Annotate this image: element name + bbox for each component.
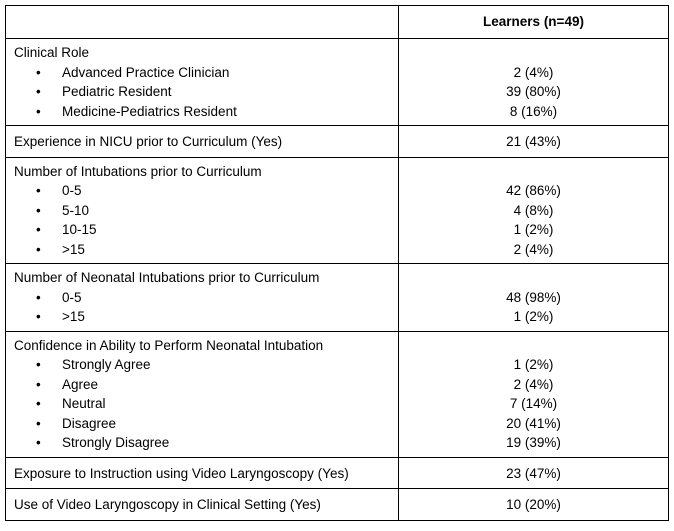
clinical-role-labels xyxy=(6,39,399,126)
intubations-row xyxy=(6,157,669,264)
neonatal-intubations-title: Number of Neonatal Intubations prior to Curriculum xyxy=(14,270,320,285)
list-item xyxy=(14,63,398,83)
neonatal-intubations-values xyxy=(399,264,669,332)
intubations-labels xyxy=(6,157,399,264)
clinical-role-values xyxy=(399,39,669,126)
item-label: 0-5 xyxy=(62,289,82,305)
bullet-icon: • xyxy=(36,357,41,372)
confidence-values xyxy=(399,331,669,457)
item-label: >15 xyxy=(62,241,85,257)
list-item xyxy=(14,240,398,260)
nicu-experience-label: Experience in NICU prior to Curriculum (Yes) xyxy=(6,126,399,158)
list-item xyxy=(14,394,398,414)
learners-table xyxy=(5,5,669,521)
confidence-title: Confidence in Ability to Perform Neonatal Intubation xyxy=(14,337,324,353)
bullet-icon: • xyxy=(36,84,41,99)
item-value: 20 (41%) xyxy=(506,415,561,431)
nicu-experience-value: 21 (43%) xyxy=(399,126,669,158)
item-value: 7 (14%) xyxy=(509,396,558,411)
item-value: 48 (98%) xyxy=(506,289,561,305)
list-item xyxy=(14,102,398,122)
list-item xyxy=(14,288,398,308)
item-label: Strongly Agree xyxy=(62,357,151,372)
list-item xyxy=(14,355,398,375)
list-item xyxy=(14,201,398,221)
bullet-icon: • xyxy=(36,376,41,392)
item-value: 42 (86%) xyxy=(506,183,561,198)
nicu-experience-row xyxy=(6,126,669,158)
list-item xyxy=(14,433,398,453)
item-value: 2 (4%) xyxy=(513,241,554,257)
item-label: Strongly Disagree xyxy=(62,435,170,450)
item-label: 5-10 xyxy=(62,202,90,218)
bullet-icon: • xyxy=(36,396,41,411)
bullet-icon: • xyxy=(36,202,41,218)
list-item xyxy=(14,414,398,434)
list-item xyxy=(14,375,398,395)
list-item xyxy=(14,82,398,102)
item-label: Advanced Practice Clinician xyxy=(62,64,230,80)
clinical-role-title: Clinical Role xyxy=(14,45,90,60)
item-label: >15 xyxy=(62,309,85,324)
bullet-icon: • xyxy=(36,435,41,450)
neonatal-intubations-row xyxy=(6,264,669,332)
clinical-role-row xyxy=(6,39,669,126)
item-value: 1 (2%) xyxy=(513,357,554,372)
video-instruction-label: Exposure to Instruction using Video Laryngoscopy (Yes) xyxy=(6,457,399,489)
item-label: 0-5 xyxy=(62,183,82,198)
item-value: 4 (8%) xyxy=(513,202,554,218)
item-value: 1 (2%) xyxy=(513,309,554,324)
item-value: 19 (39%) xyxy=(506,435,561,450)
item-label: Disagree xyxy=(62,415,117,431)
item-value: 8 (16%) xyxy=(509,103,558,119)
item-value: 2 (4%) xyxy=(513,64,554,80)
video-clinical-value: 10 (20%) xyxy=(399,489,669,521)
confidence-row xyxy=(6,331,669,457)
video-clinical-label: Use of Video Laryngoscopy in Clinical Setting (Yes) xyxy=(6,489,399,521)
bullet-icon: • xyxy=(36,222,41,237)
header-row xyxy=(6,6,669,39)
neonatal-intubations-labels xyxy=(6,264,399,332)
item-value: 1 (2%) xyxy=(513,222,554,237)
bullet-icon: • xyxy=(36,309,41,324)
item-label: Medicine-Pediatrics Resident xyxy=(62,103,237,119)
bullet-icon: • xyxy=(36,289,41,305)
item-value: 2 (4%) xyxy=(513,376,554,392)
confidence-labels xyxy=(6,331,399,457)
video-instruction-row xyxy=(6,457,669,489)
item-label: Agree xyxy=(62,376,99,392)
item-label: Pediatric Resident xyxy=(62,84,172,99)
bullet-icon: • xyxy=(36,64,41,80)
item-value: 39 (80%) xyxy=(506,84,561,99)
header-learners: Learners (n=49) xyxy=(399,6,669,39)
item-label: Neutral xyxy=(62,396,106,411)
header-empty-cell xyxy=(6,6,399,39)
bullet-icon: • xyxy=(36,103,41,119)
intubations-title: Number of Intubations prior to Curriculum xyxy=(14,163,262,179)
list-item xyxy=(14,220,398,240)
bullet-icon: • xyxy=(36,415,41,431)
list-item xyxy=(14,181,398,201)
list-item xyxy=(14,307,398,327)
bullet-icon: • xyxy=(36,183,41,198)
item-label: 10-15 xyxy=(62,222,97,237)
intubations-values xyxy=(399,157,669,264)
video-instruction-value: 23 (47%) xyxy=(399,457,669,489)
bullet-icon: • xyxy=(36,241,41,257)
video-clinical-row xyxy=(6,489,669,521)
